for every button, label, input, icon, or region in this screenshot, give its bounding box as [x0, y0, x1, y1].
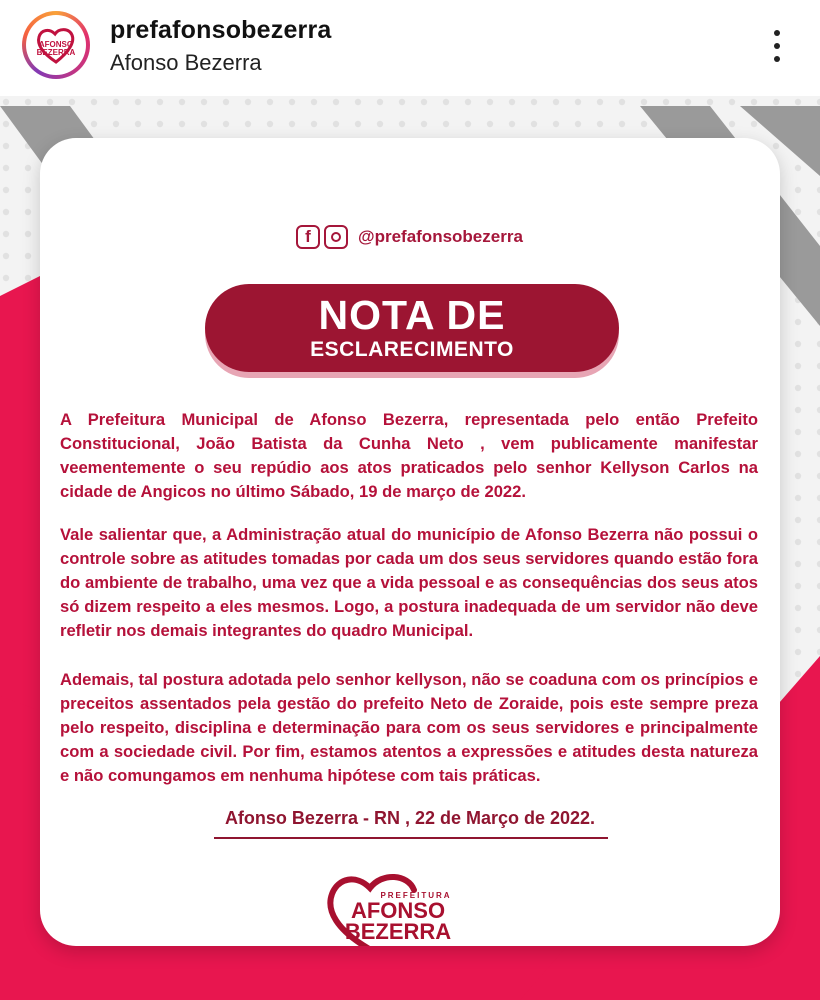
notice-title: NOTA DE	[318, 292, 506, 338]
title-banner	[205, 284, 619, 372]
social-handle: @prefafonsobezerra	[358, 227, 523, 246]
more-options-icon	[774, 30, 780, 36]
social-handle-row	[296, 222, 523, 252]
paragraph-3: Ademais, tal postura adotada pelo senhor kellyson, não se coaduna com os princípios e preceitos assentados pela gestão do prefeito Neto de Zoraide, pois este sempre preza pelo respeito, disciplina e determinação para com os seus servidores e principalmente com a sociedade civil. Por fim, estamos atentos a expressões e atitudes desta natureza e não comungamos em nenhuma hipótese com tais práticas.	[60, 670, 758, 785]
date-underline	[214, 837, 608, 839]
avatar-text-top: AFONSO	[38, 40, 74, 49]
location[interactable]: Afonso Bezerra	[110, 50, 262, 75]
notice-card	[40, 138, 780, 946]
instagram-icon	[324, 225, 348, 249]
avatar-logo	[31, 20, 81, 70]
paragraph-2: Vale salientar que, a Administração atual do município de Afonso Bezerra não possui o controle sobre as atitudes tomadas por cada um dos seus servidores quando estão fora do ambiente de trabalho, uma vez que a vida pessoal e as consequências dos seus atos só dizem respeito a eles mesmos. Logo, a postura inadequada de um servidor não deve refletir nos demais integrantes do quadro Municipal.	[60, 525, 758, 640]
profile-avatar[interactable]	[22, 11, 90, 79]
logo-line-1: AFONSO	[350, 898, 446, 923]
heart-logo-icon	[31, 20, 81, 70]
facebook-icon: f	[296, 225, 320, 249]
prefeitura-logo	[316, 860, 456, 946]
notice-subtitle: ESCLARECIMENTO	[310, 338, 514, 361]
logo-line-2: BEZERRA	[344, 919, 452, 944]
date-line: Afonso Bezerra - RN , 22 de Março de 2022.	[224, 808, 596, 828]
more-options-button[interactable]	[762, 26, 792, 66]
more-options-dot	[774, 56, 780, 62]
more-options-dot	[774, 43, 780, 49]
avatar-text-bottom: BEZERRA	[36, 48, 76, 57]
username[interactable]: prefafonsobezerra	[110, 16, 332, 44]
logo-small-label: PREFEITURA	[380, 891, 452, 900]
post-header	[0, 0, 820, 96]
post-image[interactable]	[0, 96, 820, 1000]
paragraph-1: A Prefeitura Municipal de Afonso Bezerra, representada pelo então Prefeito Constitucional, João Batista da Cunha Neto , vem publicamente manifestar veementemente o seu repúdio aos atos praticados pelo senhor Kellyson Carlos na cidade de Angicos no último Sábado, 19 de março de 2022.	[60, 410, 758, 501]
